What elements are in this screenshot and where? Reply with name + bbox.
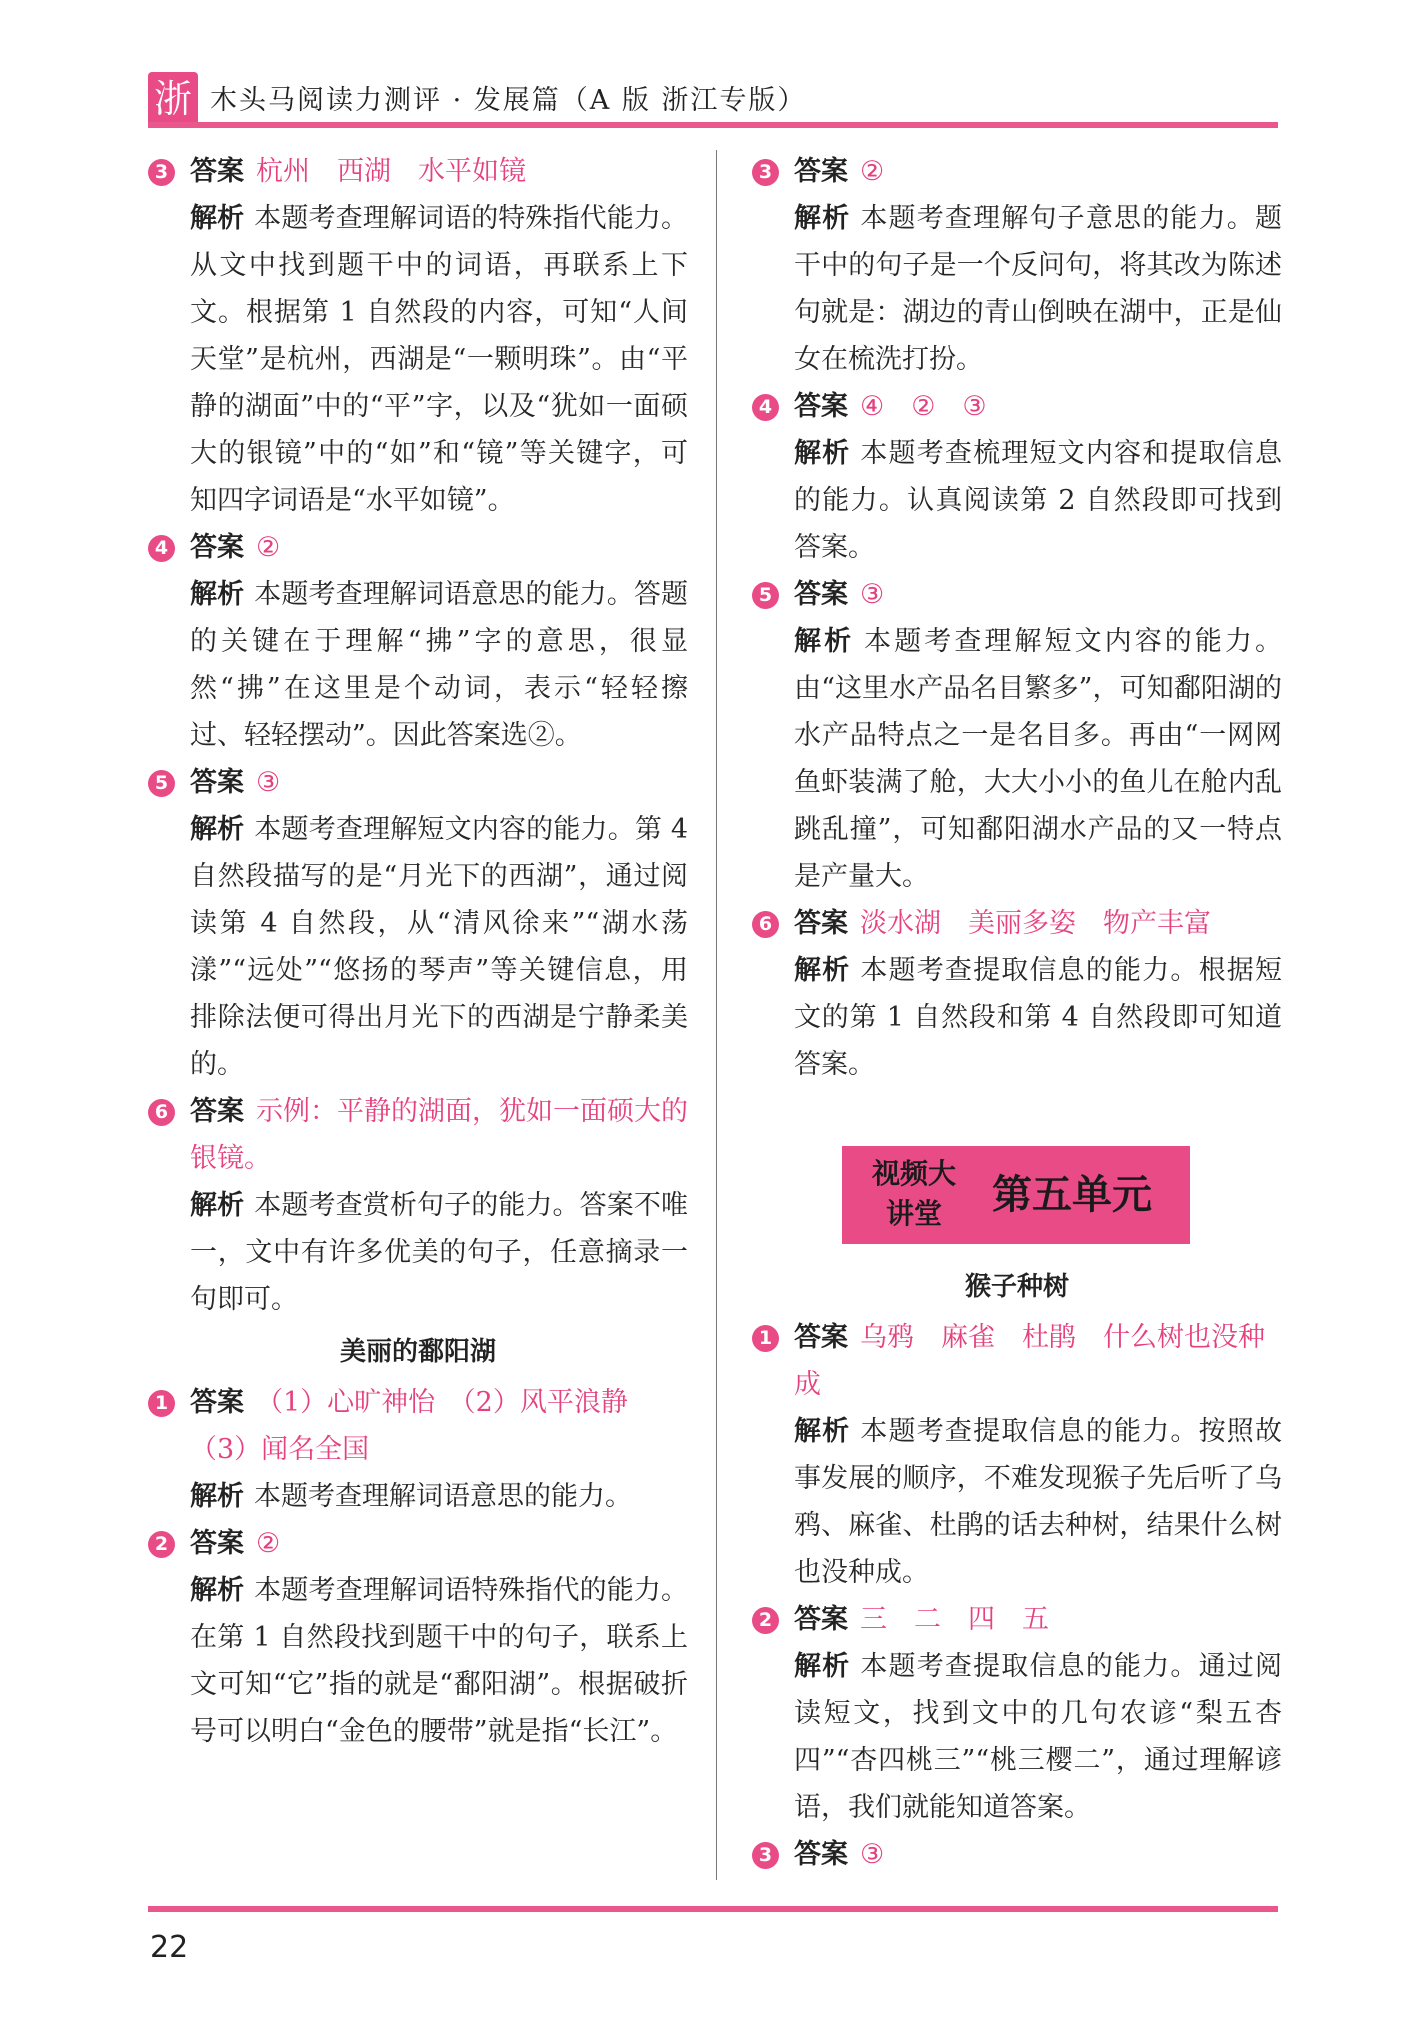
analysis [752, 618, 1282, 900]
analysis [752, 1643, 1282, 1831]
answer-text: 示例：平静的湖面，犹如一面硕大的银镜。 [190, 1096, 688, 1174]
analysis-label: 解析 [190, 203, 245, 234]
analysis-text: 本题考查理解词语的特殊指代能力。从文中找到题干中的词语，再联系上下文。根据第 1 自然段的内容，可知“人间天堂”是杭州，西湖是“一颗明珠”。由“平静的湖面”中的“平”字，以及“犹如一面硕大的银镜”中的“如”和“镜”等关键字，可知四字词语是“水平如镜”。 [190, 203, 689, 516]
section-question-1 [752, 1314, 1282, 1596]
analysis-text: 本题考查理解词语意思的能力。答题的关键在于理解“拂”字的意思，很显然“拂”在这里是个动词，表示“轻轻擦过、轻轻摆动”。因此答案选②。 [190, 579, 689, 751]
analysis [148, 571, 688, 759]
answer-label: 答案 [794, 1322, 848, 1353]
question-5 [752, 571, 1282, 900]
question-number-badge: 4 [752, 394, 779, 421]
question-number-badge: 4 [148, 535, 175, 562]
section-question-1 [148, 1379, 688, 1520]
question-number-badge: 5 [148, 770, 175, 797]
analysis [148, 195, 688, 524]
zhejiang-logo: 浙 [148, 72, 198, 126]
analysis-text: 本题考查提取信息的能力。通过阅读短文，找到文中的几句农谚“梨五杏四”“杏四桃三”“桃三樱二”，通过理解谚语，我们就能知道答案。 [794, 1651, 1282, 1823]
answer-text: （1）心旷神怡 （2）风平浪静 （3）闻名全国 [190, 1387, 655, 1465]
answer-label: 答案 [794, 579, 848, 610]
question-number-badge: 3 [752, 159, 779, 186]
question-6 [752, 900, 1282, 1088]
column-divider [716, 150, 717, 1880]
answer-text: 乌鸦 麻雀 杜鹃 什么树也没种成 [794, 1322, 1265, 1400]
question-number-badge: 1 [148, 1390, 175, 1417]
answer-text: ② [860, 156, 885, 187]
answer-row [752, 148, 1282, 195]
analysis-label: 解析 [190, 1575, 245, 1606]
analysis-text: 本题考查梳理短文内容和提取信息的能力。认真阅读第 2 自然段即可找到答案。 [794, 438, 1282, 563]
answer-row [752, 1596, 1282, 1643]
answer-row [752, 571, 1282, 618]
analysis [752, 947, 1282, 1088]
answer-label: 答案 [794, 156, 848, 187]
answer-text: 三 二 四 五 [860, 1604, 1049, 1635]
analysis-text: 本题考查理解句子意思的能力。题干中的句子是一个反问句，将其改为陈述句就是：湖边的青山倒映在湖中，正是仙女在梳洗打扮。 [794, 203, 1282, 375]
answer-text: ③ [860, 579, 885, 610]
right-column [752, 148, 1282, 1878]
analysis-label: 解析 [190, 1481, 244, 1512]
question-number-badge: 6 [752, 911, 779, 938]
section-question-2 [148, 1520, 688, 1755]
answer-label: 答案 [190, 767, 244, 798]
analysis [148, 1473, 688, 1520]
answer-label: 答案 [190, 1096, 244, 1127]
book-title: 木头马阅读力测评 · 发展篇（A 版 浙江专版） [210, 85, 807, 116]
section-question-3 [752, 1831, 1282, 1878]
answer-row [148, 1379, 688, 1473]
analysis-label: 解析 [794, 203, 851, 234]
analysis-text: 本题考查赏析句子的能力。答案不唯一，文中有许多优美的句子，任意摘录一句即可。 [190, 1190, 689, 1315]
analysis-text: 本题考查理解词语意思的能力。 [254, 1481, 632, 1512]
analysis-text: 本题考查提取信息的能力。按照故事发展的顺序，不难发现猴子先后听了乌鸦、麻雀、杜鹃的话去种树，结果什么树也没种成。 [794, 1416, 1282, 1588]
analysis [752, 430, 1282, 571]
header-rule [148, 122, 1278, 128]
answer-label: 答案 [190, 1387, 244, 1418]
answer-label: 答案 [794, 908, 848, 939]
answer-row [148, 524, 688, 571]
answer-text: ② [256, 1528, 281, 1559]
question-4 [752, 383, 1282, 571]
answer-label: 答案 [190, 532, 244, 563]
analysis-label: 解析 [794, 1416, 851, 1447]
analysis-text: 本题考查理解短文内容的能力。由“这里水产品名目繁多”，可知鄱阳湖的水产品特点之一是名目多。再由“一网网鱼虾装满了舱，大大小小的鱼儿在舱内乱跳乱撞”，可知鄱阳湖水产品的又一特点是产量大。 [794, 626, 1283, 892]
analysis-label: 解析 [794, 438, 851, 469]
section-title: 猴子种树 [964, 1272, 1069, 1302]
page-number: 22 [150, 1930, 189, 1965]
answer-row [752, 900, 1282, 947]
question-number-badge: 2 [148, 1531, 175, 1558]
answer-text: ② [256, 532, 281, 563]
answer-text: ④ ② ③ [860, 391, 987, 422]
analysis-label: 解析 [794, 626, 855, 657]
answer-row [148, 759, 688, 806]
answer-label: 答案 [190, 156, 244, 187]
answer-row [752, 1831, 1282, 1878]
section-question-2 [752, 1596, 1282, 1831]
left-column [148, 148, 688, 1755]
answer-row [148, 1088, 688, 1182]
answer-text: 杭州 西湖 水平如镜 [256, 156, 526, 187]
section-title: 美丽的鄱阳湖 [339, 1337, 496, 1367]
question-number-badge: 5 [752, 582, 779, 609]
answer-text: ③ [256, 767, 281, 798]
analysis [148, 806, 688, 1088]
video-lecture-label: 视频大讲堂 [871, 1157, 956, 1230]
page-header [148, 72, 1278, 126]
analysis [148, 1567, 688, 1755]
answer-label: 答案 [794, 1839, 848, 1870]
answer-label: 答案 [794, 1604, 848, 1635]
analysis-label: 解析 [190, 579, 245, 610]
answer-label: 答案 [190, 1528, 244, 1559]
question-4 [148, 524, 688, 759]
analysis-label: 解析 [190, 814, 245, 845]
answer-text: 淡水湖 美丽多姿 物产丰富 [860, 908, 1211, 939]
footer-rule [148, 1906, 1278, 1912]
analysis [148, 1182, 688, 1323]
answer-text: ③ [860, 1839, 885, 1870]
question-6 [148, 1088, 688, 1323]
analysis-text: 本题考查理解短文内容的能力。第 4 自然段描写的是“月光下的西湖”，通过阅读第 4 自然段，从“清风徐来”“湖水荡漾”“远处”“悠扬的琴声”等关键信息，用排除法便可得出月光下的西湖是宁静柔美的。 [190, 814, 688, 1080]
analysis-label: 解析 [794, 955, 851, 986]
question-number-badge: 3 [148, 159, 175, 186]
analysis [752, 195, 1282, 383]
question-number-badge: 6 [148, 1099, 175, 1126]
unit-banner [842, 1146, 1190, 1244]
analysis-text: 本题考查提取信息的能力。根据短文的第 1 自然段和第 4 自然段即可知道答案。 [794, 955, 1282, 1080]
answer-row [148, 148, 688, 195]
question-5 [148, 759, 688, 1088]
question-number-badge: 2 [752, 1607, 779, 1634]
answer-row [752, 383, 1282, 430]
question-3 [148, 148, 688, 524]
question-number-badge: 1 [752, 1325, 779, 1352]
analysis-label: 解析 [794, 1651, 851, 1682]
question-number-badge: 3 [752, 1842, 779, 1869]
analysis-label: 解析 [190, 1190, 245, 1221]
answer-row [752, 1314, 1282, 1408]
analysis-text: 本题考查理解词语特殊指代的能力。在第 1 自然段找到题干中的句子，联系上文可知“它”指的就是“鄱阳湖”。根据破折号可以明白“金色的腰带”就是指“长江”。 [190, 1575, 689, 1747]
answer-row [148, 1520, 688, 1567]
question-3 [752, 148, 1282, 383]
unit-title: 第五单元 [992, 1172, 1152, 1218]
analysis [752, 1408, 1282, 1596]
answer-label: 答案 [794, 391, 848, 422]
